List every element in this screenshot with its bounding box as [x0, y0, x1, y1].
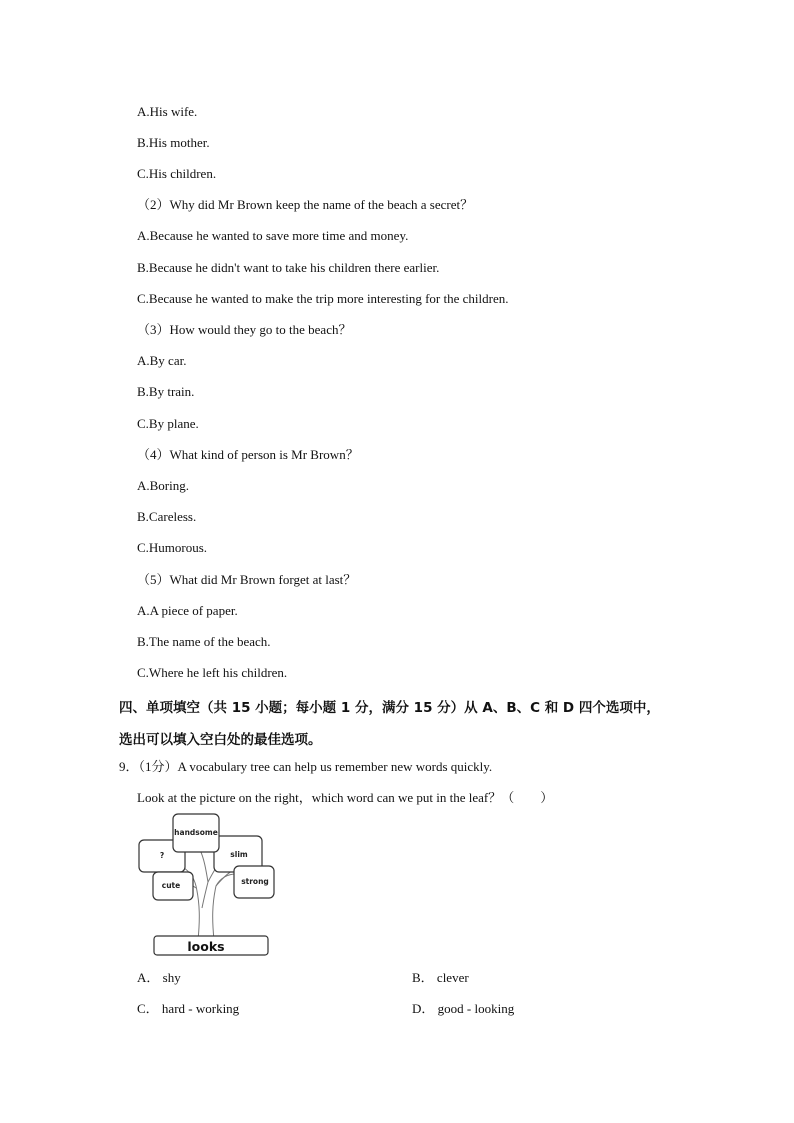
section-heading-line1: 四、单项填空（共 15 小题；每小题 1 分，满分 15 分）从 A、B、C 和 D 四个选项中， [119, 700, 660, 716]
q8-sub2-stem: （2）Why did Mr Brown keep the name of the beach a secret？ [137, 197, 474, 212]
q9-prompt: Look at the picture on the right，which word can we put in the leaf？（ ） [137, 790, 554, 805]
leaf-strong-text: strong [241, 877, 269, 886]
leaf-slim-text: slim [230, 850, 248, 859]
q8-sub1-option-a: A.His wife. [137, 104, 198, 119]
q9-stem: 9．（1分）A vocabulary tree can help us remember new words quickly. [119, 759, 493, 774]
q8-sub1-option-c: C.His children. [137, 166, 217, 181]
q8-sub3-option-a: A.By car. [137, 353, 187, 368]
leaf-question-text: ? [159, 851, 165, 860]
leaf-cute-text: cute [161, 881, 181, 890]
q8-sub5-option-b: B.The name of the beach. [137, 634, 271, 649]
q8-sub4-option-a: A.Boring. [137, 478, 189, 493]
q9-option-d[interactable]: D． good - looking [412, 1001, 515, 1016]
q8-sub4-option-c: C.Humorous. [137, 540, 208, 555]
tree-base-label: looks [187, 939, 225, 954]
q9-option-a[interactable]: A． shy [137, 970, 181, 985]
section-heading-line2: 选出可以填入空白处的最佳选项。 [119, 732, 322, 748]
leaf-handsome-text: handsome [174, 828, 218, 837]
q9-option-b[interactable]: B． clever [412, 970, 469, 985]
q8-sub3-stem: （3）How would they go to the beach？ [137, 322, 352, 337]
vocabulary-tree-image [136, 812, 278, 958]
q8-sub2-option-a: A.Because he wanted to save more time and money. [137, 228, 409, 243]
q8-sub5-option-a: A.A piece of paper. [137, 603, 238, 618]
q8-sub4-option-b: B.Careless. [137, 509, 197, 524]
q9-option-c[interactable]: C． hard - working [137, 1001, 240, 1016]
q8-sub4-stem: （4）What kind of person is Mr Brown？ [137, 447, 359, 462]
q8-sub5-option-c: C.Where he left his children. [137, 665, 288, 680]
q8-sub2-option-c: C.Because he wanted to make the trip more interesting for the children. [137, 291, 509, 306]
q8-sub1-option-b: B.His mother. [137, 135, 210, 150]
q8-sub2-option-b: B.Because he didn't want to take his children there earlier. [137, 260, 440, 275]
q8-sub3-option-c: C.By plane. [137, 416, 199, 431]
q8-sub3-option-b: B.By train. [137, 384, 195, 399]
q8-sub5-stem: （5）What did Mr Brown forget at last？ [137, 572, 357, 587]
